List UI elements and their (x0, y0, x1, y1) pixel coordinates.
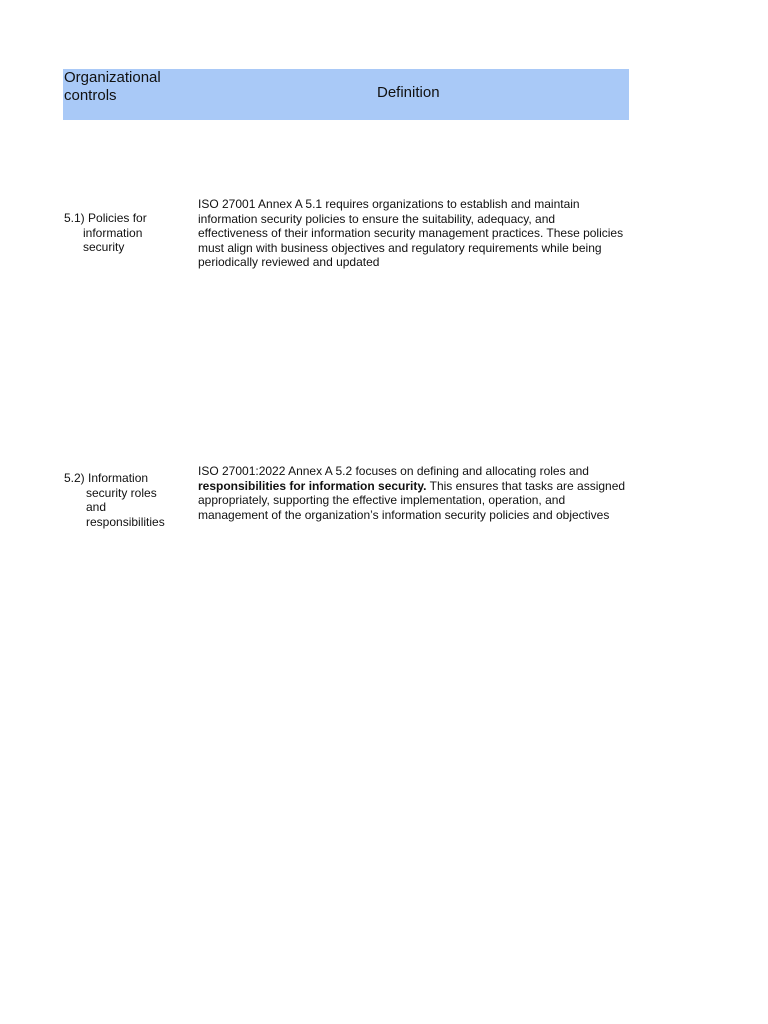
row-5-2-definition (198, 464, 628, 522)
row-5-2-label-line-1: 5.2) Information (64, 471, 149, 485)
row-5-2-label (64, 471, 182, 529)
row-5-1-label-line-3: security (83, 240, 125, 254)
header-organizational-controls: Organizational controls (64, 69, 161, 104)
row-5-2-definition-text-2: This ensures that tasks are assigned appropriately, supporting the effective implementation, operation, and management of the organization’s information security policies and objectives (198, 478, 626, 522)
header-definition: Definition (377, 84, 440, 101)
row-5-1-definition: ISO 27001 Annex A 5.1 requires organizations to establish and maintain information security policies to ensure the suitability, adequacy, and effectiveness of their information security management practices. These policies must align with business objectives and regulatory requirements while being periodically reviewed and updated (198, 197, 624, 270)
row-5-2-definition-bold: responsibilities for information security. (198, 478, 427, 493)
table-header (63, 69, 629, 120)
row-5-2-definition-text-1: ISO 27001:2022 Annex A 5.2 focuses on defining and allocating roles and (198, 464, 589, 478)
row-5-1-label-line-1: 5.1) Policies for (64, 211, 147, 225)
row-5-1-label-line-2: information (83, 225, 143, 240)
row-5-2-label-line-2: security roles (86, 485, 157, 500)
row-5-2-label-line-3: and (86, 500, 107, 514)
row-5-2-label-line-4: responsibilities (86, 514, 165, 529)
row-5-1-label (64, 211, 182, 255)
